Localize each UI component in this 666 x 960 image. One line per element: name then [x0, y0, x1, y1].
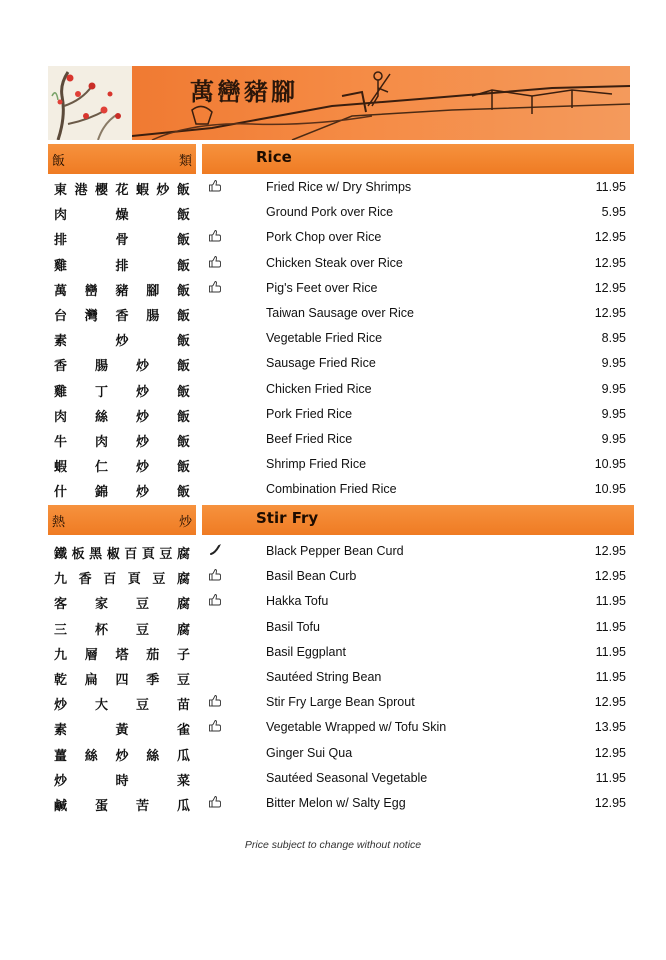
menu-item-price: 11.95: [595, 770, 626, 785]
menu-item-cn-name: 鐵 板 黑 椒 百 頁 豆 腐: [54, 547, 190, 562]
menu-item-price: 11.95: [595, 644, 626, 659]
menu-item-row: [48, 301, 634, 326]
menu-item-cn-name: 乾 扁 四 季 豆: [54, 672, 190, 688]
menu-item-en-name: Black Pepper Bean Curd: [266, 544, 404, 558]
menu-item-price: 8.95: [601, 331, 626, 346]
menu-item-price: 11.95: [595, 669, 626, 684]
menu-item-en-name: Pork Chop over Rice: [266, 230, 382, 245]
menu-item-en-name: Vegetable Fried Rice: [266, 331, 383, 346]
menu-item-row: [48, 640, 634, 665]
menu-item-price: 12.95: [594, 745, 626, 760]
menu-item-en-name: Sautéed String Bean: [266, 669, 382, 684]
menu-item-row: [48, 477, 634, 502]
menu-item-row: [48, 766, 634, 791]
menu-item-price: 12.95: [594, 544, 626, 558]
rice-header-cn-char: 飯: [52, 154, 66, 169]
menu-item-cn-name: 萬 巒 豬 腳 飯: [54, 283, 190, 299]
menu-item-row: [48, 377, 634, 402]
menu-item-price: 5.95: [601, 205, 626, 220]
menu-item-cn-name: 台 灣 香 腸 飯: [54, 308, 190, 324]
menu-item-price: 9.95: [601, 406, 626, 421]
menu-item-price: 12.95: [594, 569, 626, 584]
menu-item-row: [48, 690, 634, 715]
menu-item-cn-name: 雞 丁 炒 飯: [54, 384, 190, 400]
menu-item-cn-name: 炒 時 菜: [54, 773, 190, 789]
menu-item-en-name: Stir Fry Large Bean Sprout: [266, 695, 415, 710]
menu-item-cn-name: 素 黃 雀: [54, 723, 190, 739]
menu-item-row: [48, 452, 634, 477]
menu-item-row: [48, 791, 634, 816]
menu-item-price: 9.95: [601, 381, 626, 396]
menu-item-en-name: Pig's Feet over Rice: [266, 280, 378, 295]
menu-item-price: 12.95: [594, 255, 626, 270]
thumbs-up-icon: [208, 718, 222, 732]
menu-item-cn-name: 什 錦 炒 飯: [54, 485, 190, 501]
stir-fry-header-cn-char: 熱: [52, 515, 66, 530]
menu-item-price: 12.95: [594, 305, 626, 320]
menu-item-en-name: Basil Eggplant: [266, 644, 346, 659]
menu-item-price: 12.95: [594, 230, 626, 245]
menu-item-en-name: Vegetable Wrapped w/ Tofu Skin: [266, 720, 447, 735]
rice-header-en: Rice: [256, 148, 292, 166]
thumbs-up-icon: [208, 693, 222, 707]
menu-item-price: 11.95: [595, 594, 626, 609]
menu-item-cn-name: 香 腸 炒 飯: [54, 359, 190, 375]
menu-item-cn-name: 薑 絲 炒 絲 瓜: [54, 748, 190, 764]
header-divider: [196, 505, 202, 535]
menu-item-price: 12.95: [594, 280, 626, 295]
header-banner: [48, 66, 630, 140]
menu-item-cn-name: 九 香 百 頁 豆 腐: [54, 572, 190, 588]
menu-item-cn-name: 炒 大 豆 苗: [54, 698, 190, 714]
menu-item-row: [48, 665, 634, 690]
menu-item-price: 10.95: [594, 482, 626, 497]
menu-item-en-name: Chicken Fried Rice: [266, 381, 372, 396]
rice-header-cn-char: 類: [178, 154, 192, 169]
menu-item-cn-name: 蝦 仁 炒 飯: [54, 460, 190, 476]
thumbs-up-icon: [208, 567, 222, 581]
menu-item-en-name: Sautéed Seasonal Vegetable: [266, 770, 428, 785]
menu-item-row: [48, 539, 634, 564]
menu-item-price: 11.95: [595, 619, 626, 634]
menu-item-cn-name: 排 骨 飯: [54, 233, 190, 249]
menu-item-row: [48, 715, 634, 740]
chili-icon: [208, 542, 222, 556]
rice-section-header: [48, 144, 634, 174]
stir-fry-item-list: [48, 539, 634, 816]
banner-orange-panel: [132, 66, 630, 140]
menu-item-en-name: Combination Fried Rice: [266, 482, 397, 497]
menu-item-row: [48, 564, 634, 589]
thumbs-up-icon: [208, 254, 222, 268]
menu-item-cn-name: 雞 排 飯: [54, 258, 190, 274]
menu-item-cn-name: 牛 肉 炒 飯: [54, 434, 190, 450]
thumbs-up-icon: [208, 592, 222, 606]
menu-item-price: 10.95: [594, 457, 626, 472]
menu-item-price: 9.95: [601, 356, 626, 371]
menu-item-price: 13.95: [594, 720, 626, 735]
price-disclaimer: Price subject to change without notice: [244, 839, 422, 851]
stir-fry-header-cn-char: 炒: [178, 515, 192, 530]
menu-item-row: [48, 225, 634, 250]
menu-item-cn-name: 客 家 豆 腐: [54, 597, 190, 613]
rice-item-list: [48, 175, 634, 502]
menu-item-en-name: Fried Rice w/ Dry Shrimps: [266, 180, 412, 194]
thumbs-up-icon: [208, 794, 222, 808]
menu-item-row: [48, 589, 634, 614]
menu-item-row: [48, 326, 634, 351]
menu-item-en-name: Shrimp Fried Rice: [266, 457, 367, 472]
menu-item-price: 11.95: [595, 180, 626, 194]
stir-fry-section-header: [48, 505, 634, 535]
menu-item-en-name: Sausage Fried Rice: [266, 356, 376, 371]
menu-item-row: [48, 276, 634, 301]
stir-fry-header-cn: [52, 511, 192, 530]
menu-item-cn-name: 鹹 蛋 苦 瓜: [54, 798, 190, 814]
menu-item-cn-name: 東 港 櫻 花 蝦 炒 飯: [54, 183, 190, 198]
menu-item-row: [48, 175, 634, 200]
menu-item-price: 12.95: [594, 795, 626, 810]
menu-item-en-name: Bitter Melon w/ Salty Egg: [266, 795, 406, 810]
menu-item-price: 12.95: [594, 695, 626, 710]
menu-item-row: [48, 615, 634, 640]
menu-item-row: [48, 741, 634, 766]
menu-item-en-name: Pork Fried Rice: [266, 406, 353, 421]
thumbs-up-icon: [208, 178, 222, 192]
menu-item-en-name: Ground Pork over Rice: [266, 205, 394, 220]
menu-item-price: 9.95: [601, 431, 626, 446]
menu-item-en-name: Basil Tofu: [266, 619, 320, 634]
menu-item-cn-name: 三 杯 豆 腐: [54, 622, 190, 638]
menu-item-en-name: Taiwan Sausage over Rice: [266, 305, 414, 320]
header-divider: [196, 144, 202, 174]
stir-fry-header-en: Stir Fry: [256, 509, 319, 527]
menu-item-cn-name: 肉 絲 炒 飯: [54, 409, 190, 425]
rice-header-cn: [52, 150, 192, 169]
menu-item-cn-name: 肉 燥 飯: [54, 208, 190, 224]
thumbs-up-icon: [208, 279, 222, 293]
thumbs-up-icon: [208, 228, 222, 242]
restaurant-name: 萬巒豬腳: [190, 77, 298, 106]
menu-item-en-name: Ginger Sui Qua: [266, 745, 353, 760]
menu-item-row: [48, 351, 634, 376]
plum-blossom-painting: [48, 66, 132, 140]
menu-item-en-name: Beef Fried Rice: [266, 431, 353, 446]
menu-item-row: [48, 427, 634, 452]
menu-item-row: [48, 251, 634, 276]
menu-item-cn-name: 九 層 塔 茄 子: [54, 647, 190, 663]
menu-item-en-name: Hakka Tofu: [266, 594, 329, 609]
menu-item-cn-name: 素 炒 飯: [54, 334, 190, 350]
menu-item-row: [48, 200, 634, 225]
menu-item-row: [48, 402, 634, 427]
menu-item-en-name: Basil Bean Curb: [266, 569, 357, 584]
menu-item-en-name: Chicken Steak over Rice: [266, 255, 403, 270]
